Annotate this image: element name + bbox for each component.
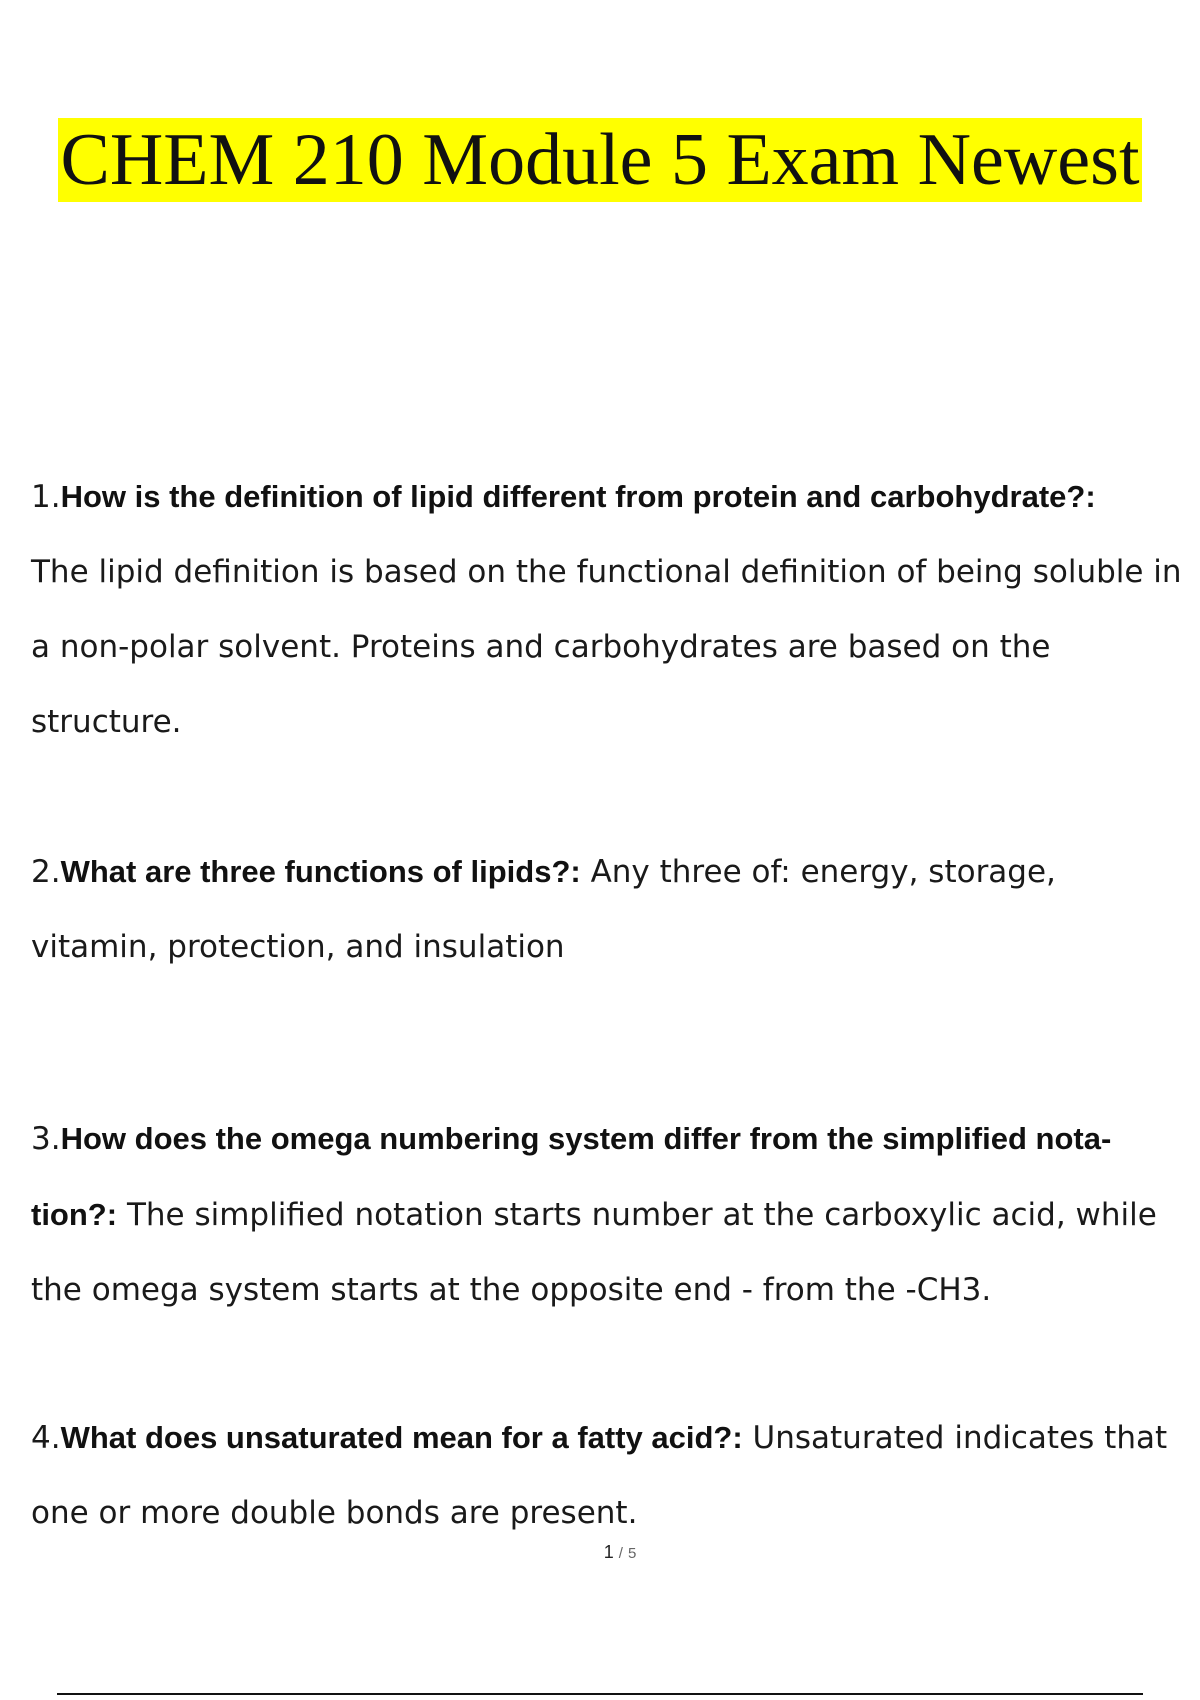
current-page: 1 bbox=[603, 1542, 614, 1562]
page-indicator bbox=[0, 1542, 1200, 1563]
answer-text: Any three of: energy, storage, vitamin, protection, and insulation bbox=[31, 854, 1056, 965]
question-text: How is the definition of lipid different from protein and carbohydrate?: bbox=[60, 479, 1096, 514]
question-text: What are three functions of lipids?: bbox=[60, 854, 581, 889]
question-number: 3. bbox=[31, 1121, 61, 1157]
question-item bbox=[31, 459, 1191, 760]
question-text: What does unsaturated mean for a fatty acid?: bbox=[60, 1420, 743, 1455]
question-number: 2. bbox=[31, 854, 61, 890]
answer-text: The simplified notation starts number at the carboxylic acid, while the omega system starts at the opposite end - from the -CH3. bbox=[31, 1197, 1157, 1308]
title-block bbox=[0, 118, 1200, 202]
question-number: 4. bbox=[31, 1420, 61, 1456]
answer-text: Unsaturated indicates that one or more double bonds are present. bbox=[31, 1420, 1168, 1531]
question-item bbox=[31, 834, 1191, 985]
document-title: CHEM 210 Module 5 Exam Newest bbox=[60, 119, 1140, 201]
question-item bbox=[31, 1101, 1191, 1328]
question-text: How does the omega numbering system differ from the simplified nota- tion?: bbox=[31, 1121, 1112, 1232]
question-number: 1. bbox=[31, 479, 61, 515]
page-separator: / bbox=[618, 1545, 623, 1562]
question-item bbox=[31, 1400, 1191, 1551]
answer-text: The lipid definition is based on the functional definition of being soluble in a non-polar solvent. Proteins and carbohydrates are based on the structure. bbox=[31, 554, 1182, 740]
total-pages: 5 bbox=[627, 1545, 637, 1562]
page-bottom-divider bbox=[57, 1693, 1143, 1695]
